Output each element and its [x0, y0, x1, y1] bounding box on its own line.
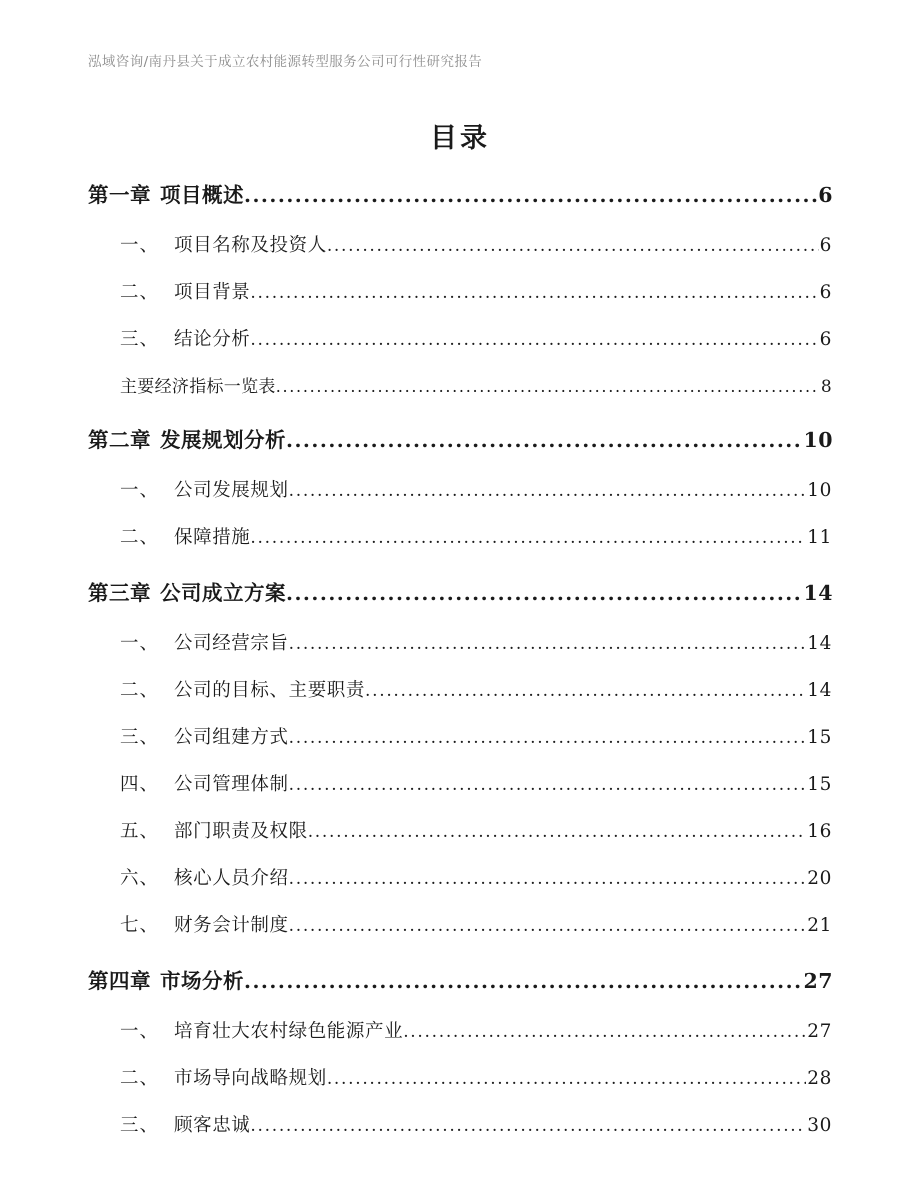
toc-entry-number: 一、	[120, 1021, 160, 1042]
toc-entry-number: 第二章	[88, 428, 151, 452]
toc-page-number: 10	[807, 480, 832, 501]
toc-entry[interactable]	[0, 278, 920, 325]
toc-entry-number: 四、	[120, 774, 160, 795]
toc-entry-title: 项目概述	[160, 183, 244, 207]
toc-entry-title: 培育壮大农村绿色能源产业	[174, 1021, 404, 1042]
toc-entry-title: 公司经营宗旨	[174, 633, 289, 654]
toc-entry-title: 公司发展规划	[174, 480, 289, 501]
toc-entry-number: 七、	[120, 915, 160, 936]
toc-page-number: 11	[807, 527, 832, 548]
toc-page-number: 6	[819, 329, 832, 350]
toc-entry-title: 保障措施	[174, 527, 251, 548]
toc-entry-number: 一、	[120, 480, 160, 501]
toc-entry-label	[120, 629, 289, 655]
dot-leader	[276, 377, 820, 397]
toc-entry-number: 第一章	[88, 183, 151, 207]
toc-page-number: 14	[803, 581, 833, 605]
toc-entry-label	[120, 372, 276, 397]
toc-page-number: 15	[807, 774, 832, 795]
toc-entry-label	[120, 723, 289, 749]
toc-page-number: 6	[819, 282, 832, 303]
toc-entry-title: 市场分析	[160, 969, 244, 993]
toc-entry[interactable]	[0, 372, 920, 417]
table-of-contents	[0, 178, 920, 1158]
page-title: 目录	[430, 123, 490, 154]
toc-entry[interactable]	[0, 770, 920, 817]
toc-entry-label	[120, 676, 365, 702]
toc-entry-title: 财务会计制度	[174, 915, 289, 936]
running-header: 泓域咨询/南丹县关于成立农村能源转型服务公司可行性研究报告	[88, 54, 483, 70]
dot-leader	[327, 235, 819, 256]
toc-entry-label	[88, 964, 244, 994]
toc-entry-title: 项目背景	[174, 282, 251, 303]
toc-entry-number: 二、	[120, 282, 160, 303]
dot-leader	[244, 183, 817, 207]
dot-leader	[286, 581, 802, 605]
toc-entry-label	[88, 423, 286, 453]
toc-entry-label	[88, 178, 244, 208]
dot-leader	[289, 633, 807, 654]
toc-entry-title: 核心人员介绍	[174, 868, 289, 889]
toc-entry-label	[120, 1111, 250, 1137]
toc-entry-title: 项目名称及投资人	[174, 235, 327, 256]
toc-entry-title: 发展规划分析	[160, 428, 286, 452]
toc-entry-title: 公司管理体制	[174, 774, 289, 795]
toc-entry-number: 二、	[120, 527, 160, 548]
toc-entry[interactable]	[0, 476, 920, 523]
toc-entry[interactable]	[0, 676, 920, 723]
toc-page-number: 27	[807, 1021, 832, 1042]
toc-entry-title: 公司组建方式	[174, 727, 289, 748]
toc-entry-label	[120, 1064, 327, 1090]
dot-leader	[286, 428, 802, 452]
dot-leader	[289, 727, 807, 748]
dot-leader	[244, 969, 802, 993]
toc-page-number: 14	[807, 633, 832, 654]
toc-entry[interactable]	[0, 178, 920, 231]
toc-page-number: 6	[819, 235, 832, 256]
toc-entry-label	[120, 864, 289, 890]
toc-page-number: 16	[807, 821, 832, 842]
toc-entry[interactable]	[0, 231, 920, 278]
dot-leader	[403, 1021, 806, 1042]
toc-entry-title: 市场导向战略规划	[174, 1068, 327, 1089]
toc-entry-number: 五、	[120, 821, 160, 842]
toc-entry-label	[120, 476, 289, 502]
toc-entry[interactable]	[0, 1064, 920, 1111]
toc-entry[interactable]	[0, 325, 920, 372]
toc-entry-number: 六、	[120, 868, 160, 889]
toc-entry-title: 部门职责及权限	[174, 821, 308, 842]
toc-entry-title: 顾客忠诚	[174, 1115, 251, 1136]
toc-entry-number: 第三章	[88, 581, 151, 605]
toc-entry[interactable]	[0, 911, 920, 958]
toc-entry[interactable]	[0, 1111, 920, 1158]
toc-page-number: 6	[818, 183, 833, 207]
toc-entry[interactable]	[0, 864, 920, 911]
toc-entry-number: 三、	[120, 329, 160, 350]
toc-entry[interactable]	[0, 629, 920, 676]
dot-leader	[250, 282, 818, 303]
toc-page-number: 21	[807, 915, 832, 936]
dot-leader	[250, 527, 806, 548]
dot-leader	[289, 868, 807, 889]
toc-page-number: 15	[807, 727, 832, 748]
dot-leader	[308, 821, 807, 842]
dot-leader	[365, 680, 806, 701]
toc-page-number: 30	[807, 1115, 832, 1136]
toc-page-number: 10	[803, 428, 833, 452]
toc-page-number: 14	[807, 680, 832, 701]
toc-entry-label	[120, 1017, 403, 1043]
toc-entry-title: 结论分析	[174, 329, 251, 350]
toc-entry[interactable]	[0, 523, 920, 570]
dot-leader	[289, 915, 807, 936]
toc-entry-number: 二、	[120, 1068, 160, 1089]
dot-leader	[327, 1068, 806, 1089]
toc-entry[interactable]	[0, 423, 920, 476]
toc-entry-number: 二、	[120, 680, 160, 701]
toc-entry-label	[120, 523, 250, 549]
dot-leader	[289, 480, 807, 501]
dot-leader	[289, 774, 807, 795]
toc-entry-label	[120, 770, 289, 796]
toc-page-number: 20	[807, 868, 832, 889]
toc-entry-title: 主要经济指标一览表	[120, 377, 276, 397]
toc-entry[interactable]	[0, 964, 920, 1017]
toc-entry-label	[120, 325, 250, 351]
toc-entry-label	[120, 278, 250, 304]
toc-entry-title: 公司成立方案	[160, 581, 286, 605]
toc-page-number: 28	[807, 1068, 832, 1089]
toc-entry[interactable]	[0, 723, 920, 770]
dot-leader	[250, 329, 818, 350]
toc-entry-number: 一、	[120, 235, 160, 256]
toc-entry-label	[120, 911, 289, 937]
toc-entry[interactable]	[0, 817, 920, 864]
toc-entry-label	[88, 576, 286, 606]
toc-page-number: 8	[820, 377, 832, 397]
toc-entry[interactable]	[0, 576, 920, 629]
toc-entry-number: 第四章	[88, 969, 151, 993]
dot-leader	[250, 1115, 806, 1136]
toc-entry-number: 三、	[120, 1115, 160, 1136]
toc-entry-label	[120, 817, 308, 843]
toc-entry-label	[120, 231, 327, 257]
toc-page-number: 27	[803, 969, 833, 993]
toc-entry[interactable]	[0, 1017, 920, 1064]
toc-entry-number: 一、	[120, 633, 160, 654]
toc-entry-number: 三、	[120, 727, 160, 748]
toc-entry-title: 公司的目标、主要职责	[174, 680, 366, 701]
